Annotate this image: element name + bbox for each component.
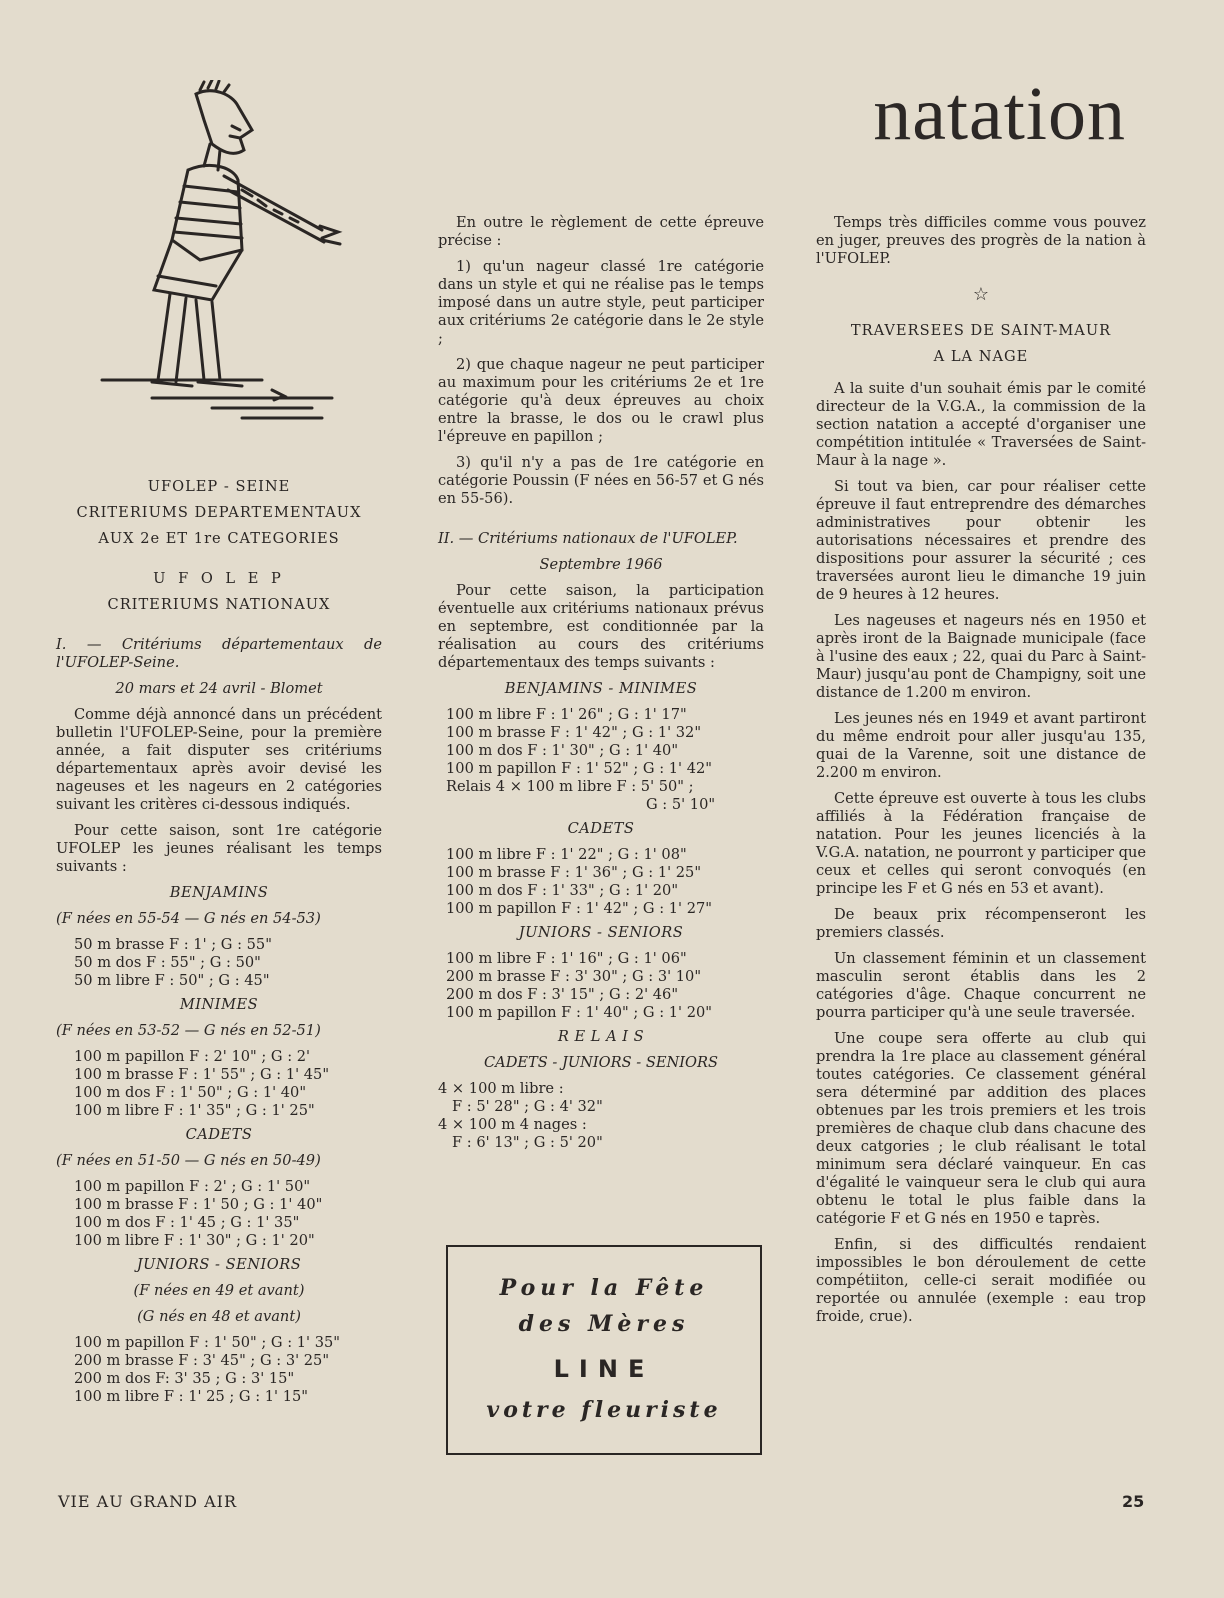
group-title: CADETS xyxy=(567,820,635,837)
time-row: 100 m libre F : 1' 30" ; G : 1' 20" xyxy=(74,1232,315,1249)
time-row: 200 m brasse F : 3' 45" ; G : 3' 25" xyxy=(74,1352,330,1369)
ad-brand: LINE xyxy=(553,1355,655,1383)
group-subtitle: CADETS - JUNIORS - SENIORS xyxy=(484,1054,718,1071)
times-group-benjamins-minimes xyxy=(438,680,764,814)
time-row: 100 m brasse F : 1' 50 ; G : 1' 40" xyxy=(74,1196,323,1213)
time-row: F : 5' 28" ; G : 4' 32" xyxy=(452,1098,603,1115)
time-row: 100 m dos F : 1' 30" ; G : 1' 40" xyxy=(446,742,679,759)
times-group-minimes xyxy=(56,996,382,1120)
time-row: 50 m brasse F : 1' ; G : 55" xyxy=(74,936,272,953)
time-row: 100 m papillon F : 1' 52" ; G : 1' 42" xyxy=(446,760,712,777)
paragraph: Pour cette saison, sont 1re catégorie UFOLEP les jeunes réalisant les temps suivants : xyxy=(56,822,382,875)
group-subtitle: (F nées en 55-54 — G nés en 54-53) xyxy=(56,910,321,927)
swimmer-illustration xyxy=(92,80,352,440)
paragraph: Un classement féminin et un classement masculin seront établis dans les 2 catégories d'âge. Chaque concurrent ne pourra participer qu'à une seule traversée. xyxy=(816,950,1146,1021)
section-i-dates: 20 mars et 24 avril - Blomet xyxy=(115,680,323,697)
time-row: 200 m dos F: 3' 35 ; G : 3' 15" xyxy=(74,1370,295,1387)
heading-a-la-nage: A LA NAGE xyxy=(933,348,1029,365)
column-2 xyxy=(438,214,764,1158)
group-title: JUNIORS - SENIORS xyxy=(136,1256,302,1273)
times-group-juniors-seniors xyxy=(56,1256,382,1406)
time-row: 4 × 100 m 4 nages : xyxy=(438,1116,587,1133)
paragraph: 3) qu'il n'y a pas de 1re catégorie en catégorie Poussin (F nées en 56-57 et G nés en 55-56). xyxy=(438,454,764,507)
heading-ufolep: U F O L E P xyxy=(153,570,285,587)
page-headline: natation xyxy=(873,72,1126,156)
star-icon: ☆ xyxy=(972,284,990,305)
paragraph: De beaux prix récompenseront les premiers classés. xyxy=(816,906,1146,941)
group-title: CADETS xyxy=(185,1126,253,1143)
paragraph: Si tout va bien, car pour réaliser cette épreuve il faut entreprendre des démarches administratives pour obtenir les autorisations nécessaires et prendre des dispositions pour assurer la sécurité ; ces traversées auront lieu le dimanche 19 juin de 9 heures à 12 heures. xyxy=(816,478,1146,603)
paragraph: 1) qu'un nageur classé 1re catégorie dans un style et qui ne réalise pas le temps imposé dans un autre style, peut participer aux critériums 2e catégorie dans le 2e style ; xyxy=(438,258,764,347)
times-group-cadets xyxy=(56,1126,382,1250)
time-row: 4 × 100 m libre : xyxy=(438,1080,564,1097)
group-subtitle: (G nés en 48 et avant) xyxy=(137,1308,301,1325)
time-row: 100 m dos F : 1' 50" ; G : 1' 40" xyxy=(74,1084,307,1101)
florist-advertisement xyxy=(446,1245,762,1455)
heading-criteriums-dep: CRITERIUMS DEPARTEMENTAUX xyxy=(76,504,362,521)
paragraph: A la suite d'un souhait émis par le comité directeur de la V.G.A., la commission de la section natation a accepté d'organiser une compétition intitulée « Traversées de Saint-Maur à la nage ». xyxy=(816,380,1146,469)
group-title: R E L A I S xyxy=(557,1028,645,1045)
column-3 xyxy=(816,214,1146,1334)
time-row: 100 m dos F : 1' 33" ; G : 1' 20" xyxy=(446,882,679,899)
group-title: MINIMES xyxy=(179,996,259,1013)
paragraph: Les jeunes nés en 1949 et avant partiront du même endroit pour aller jusqu'au 135, quai de la Varenne, soit une distance de 2.200 m environ. xyxy=(816,710,1146,781)
times-group-benjamins xyxy=(56,884,382,990)
paragraph: Une coupe sera offerte au club qui prendra la 1re place au classement général toutes catégories. Ce classement général sera déterminé par addition des places obtenues par les trois premiers et les trois premières de chaque club dans chacune des deux catgories ; le club réalisant le total minimum sera déclaré vainqueur. En cas d'égalité le vainqueur sera le club qui aura obtenu le total le plus faible dans la catégorie F et G nés en 1950 e taprès. xyxy=(816,1030,1146,1227)
heading-ufolep-seine: UFOLEP - SEINE xyxy=(147,478,291,495)
time-row: 50 m dos F : 55" ; G : 50" xyxy=(74,954,261,971)
time-row: 100 m libre F : 1' 26" ; G : 1' 17" xyxy=(446,706,687,723)
time-row: 100 m brasse F : 1' 42" ; G : 1' 32" xyxy=(446,724,702,741)
paragraph: Cette épreuve est ouverte à tous les clubs affiliés à la Fédération française de natation. Pour les jeunes licenciés à la V.G.A. natation, ne pourront y participer que ceux et celles qui seront convoqués (en principe les F et G nés en 53 et avant). xyxy=(816,790,1146,897)
time-row: G : 5' 10" xyxy=(646,796,716,813)
paragraph: Pour cette saison, la participation éventuelle aux critériums nationaux prévus en septembre, est conditionnée par la réalisation au cours des critériums départementaux des temps suivants : xyxy=(438,582,764,671)
section-ii-label: II. — Critériums nationaux de l'UFOLEP. xyxy=(438,530,738,547)
group-subtitle: (F nées en 49 et avant) xyxy=(133,1282,305,1299)
time-row: 100 m libre F : 1' 16" ; G : 1' 06" xyxy=(446,950,687,967)
paragraph: 2) que chaque nageur ne peut participer au maximum pour les critériums 2e et 1re catégorie qu'à deux épreuves au choix entre la brasse, le dos ou le crawl plus l'épreuve en papillon ; xyxy=(438,356,764,445)
group-title: BENJAMINS - MINIMES xyxy=(504,680,698,697)
time-row: F : 6' 13" ; G : 5' 20" xyxy=(452,1134,603,1151)
heading-categories: AUX 2e ET 1re CATEGORIES xyxy=(98,530,340,547)
time-row: 100 m dos F : 1' 45 ; G : 1' 35" xyxy=(74,1214,300,1231)
time-row: 100 m brasse F : 1' 36" ; G : 1' 25" xyxy=(446,864,702,881)
group-subtitle: (F nées en 51-50 — G nés en 50-49) xyxy=(56,1152,321,1169)
time-row: 100 m brasse F : 1' 55" ; G : 1' 45" xyxy=(74,1066,330,1083)
page-number: 25 xyxy=(1122,1492,1145,1511)
group-title: BENJAMINS xyxy=(169,884,269,901)
group-subtitle: (F nées en 53-52 — G nés en 52-51) xyxy=(56,1022,321,1039)
paragraph: Comme déjà annoncé dans un précédent bulletin l'UFOLEP-Seine, pour la première année, a fait disputer ses critériums départementaux après avoir devisé les nageuses et les nageurs en 2 catégories suivant les critères ci-dessous indiqués. xyxy=(56,706,382,813)
group-title: JUNIORS - SENIORS xyxy=(518,924,684,941)
heading-traversees: TRAVERSEES DE SAINT-MAUR xyxy=(850,322,1112,339)
time-row: 50 m libre F : 50" ; G : 45" xyxy=(74,972,270,989)
paragraph: Les nageuses et nageurs nés en 1950 et après iront de la Baignade municipale (face à l'usine des eaux ; 22, quai du Parc à Saint-Maur) jusqu'au pont de Champigny, soit une distance de 1.200 m environ. xyxy=(816,612,1146,701)
magazine-name: VIE AU GRAND AIR xyxy=(58,1492,237,1511)
time-row: 100 m papillon F : 1' 50" ; G : 1' 35" xyxy=(74,1334,340,1351)
section-i-label: I. — Critériums départementaux de l'UFOLEP-Seine. xyxy=(56,636,382,671)
time-row: Relais 4 × 100 m libre F : 5' 50" ; xyxy=(446,778,694,795)
time-row: 200 m brasse F : 3' 30" ; G : 3' 10" xyxy=(446,968,702,985)
time-row: 200 m dos F : 3' 15" ; G : 2' 46" xyxy=(446,986,679,1003)
time-row: 100 m libre F : 1' 35" ; G : 1' 25" xyxy=(74,1102,315,1119)
time-row: 100 m papillon F : 2' ; G : 1' 50" xyxy=(74,1178,311,1195)
time-row: 100 m papillon F : 1' 40" ; G : 1' 20" xyxy=(446,1004,712,1021)
paragraph: En outre le règlement de cette épreuve précise : xyxy=(438,214,764,249)
paragraph: Enfin, si des difficultés rendaient impossibles le bon déroulement de cette compétiiton, celle-ci serait modifiée ou reportée ou annulée (exemple : eau trop froide, crue). xyxy=(816,1236,1146,1325)
times-group-juniors-seniors-nat xyxy=(438,924,764,1022)
paragraph: Temps très difficiles comme vous pouvez en juger, preuves des progrès de la nation à l'UFOLEP. xyxy=(816,214,1146,267)
section-ii-dates: Septembre 1966 xyxy=(539,556,663,573)
ad-line-2: des Mères xyxy=(518,1311,690,1337)
times-group-relais xyxy=(438,1028,764,1152)
time-row: 100 m papillon F : 1' 42" ; G : 1' 27" xyxy=(446,900,712,917)
heading-criteriums-nat: CRITERIUMS NATIONAUX xyxy=(107,596,331,613)
time-row: 100 m libre F : 1' 22" ; G : 1' 08" xyxy=(446,846,687,863)
times-group-cadets-nat xyxy=(438,820,764,918)
ad-line-4: votre fleuriste xyxy=(486,1397,722,1423)
column-1 xyxy=(56,478,382,1412)
ad-line-1: Pour la Fête xyxy=(499,1275,709,1301)
time-row: 100 m libre F : 1' 25 ; G : 1' 15" xyxy=(74,1388,308,1405)
time-row: 100 m papillon F : 2' 10" ; G : 2' xyxy=(74,1048,311,1065)
